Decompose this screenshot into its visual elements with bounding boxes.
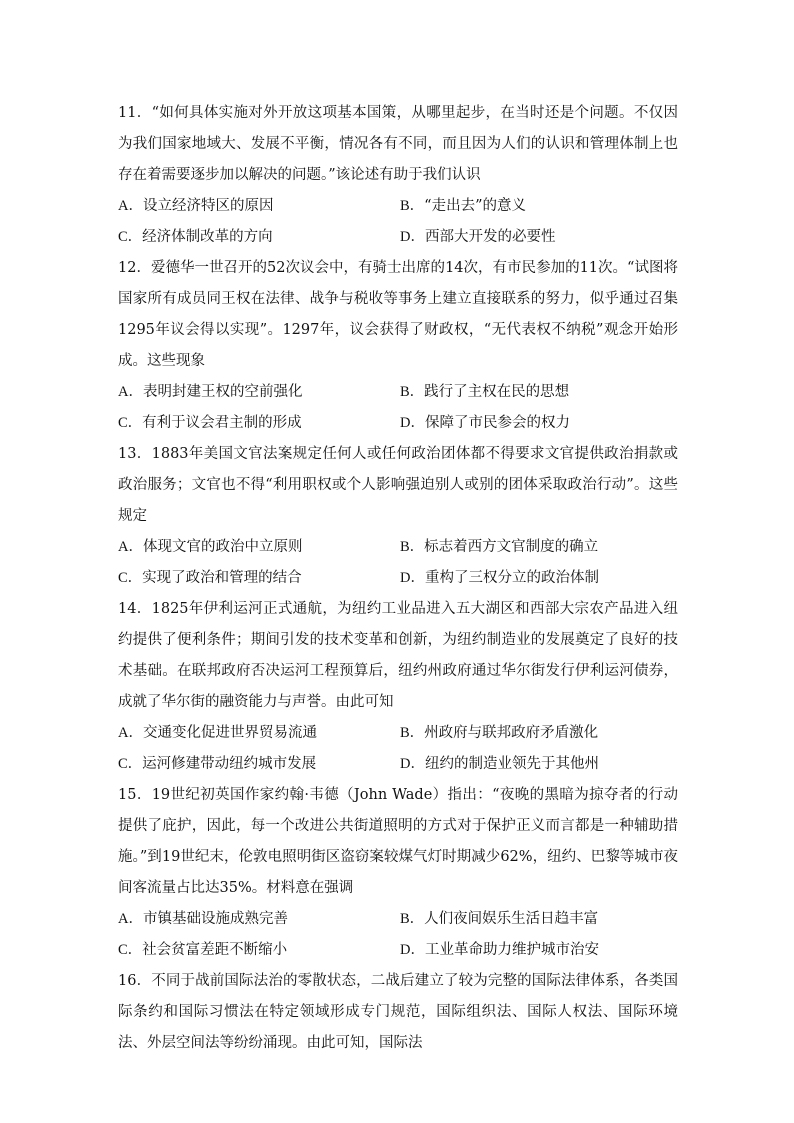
- option-text: 市镇基础设施成熟完善: [142, 911, 288, 927]
- option-letter: A．: [118, 725, 143, 741]
- option-b: [400, 532, 678, 563]
- option-text: 表明封建王权的空前强化: [142, 384, 303, 400]
- option-c: [118, 935, 400, 966]
- option-d: [400, 408, 678, 439]
- option-d: [400, 935, 678, 966]
- option-text: 设立经济特区的原因: [142, 198, 274, 214]
- option-a: [118, 377, 400, 408]
- question-12: [118, 253, 678, 439]
- option-letter: B．: [400, 198, 425, 214]
- option-letter: C．: [118, 756, 143, 772]
- options-grid: [118, 191, 678, 253]
- option-letter: C．: [118, 229, 143, 245]
- option-letter: C．: [118, 942, 143, 958]
- option-c: [118, 749, 400, 780]
- exam-page: [118, 98, 678, 1059]
- question-stem: 15．19世纪初英国作家约翰·韦德（John Wade）指出：“夜晚的黑暗为掠夺者的行动提供了庇护，因此，每一个改进公共街道照明的方式对于保护正义而言都是一种辅助措施。”到19世纪末，伦敦电照明街区盗窃案较煤气灯时期减少62%，纽约、巴黎等城市夜间客流量占比达35%。材料意在强调: [118, 787, 678, 896]
- option-letter: A．: [118, 198, 143, 214]
- option-c: [118, 222, 400, 253]
- option-letter: D．: [400, 570, 425, 586]
- options-grid: [118, 904, 678, 966]
- question-13: [118, 439, 678, 594]
- option-b: [400, 904, 678, 935]
- option-b: [400, 377, 678, 408]
- option-text: 重构了三权分立的政治体制: [424, 570, 599, 586]
- option-text: 交通变化促进世界贸易流通: [142, 725, 317, 741]
- option-text: 纽约的制造业领先于其他州: [424, 756, 599, 772]
- option-a: [118, 191, 400, 222]
- question-stem: 12．爱德华一世召开的52次议会中，有骑士出席的14次，有市民参加的11次。“试图将国家所有成员同王权在法律、战争与税收等事务上建立直接联系的努力，似乎通过召集1295年议会得以实现”。1297年，议会获得了财政权，“无代表权不纳税”观念开始形成。这些现象: [118, 260, 678, 369]
- options-grid: [118, 532, 678, 594]
- option-text: “走出去”的意义: [424, 198, 526, 214]
- option-letter: A．: [118, 384, 143, 400]
- option-b: [400, 191, 678, 222]
- option-a: [118, 718, 400, 749]
- options-grid: [118, 377, 678, 439]
- option-text: 标志着西方文官制度的确立: [424, 539, 599, 555]
- option-c: [118, 563, 400, 594]
- options-grid: [118, 718, 678, 780]
- option-a: [118, 904, 400, 935]
- option-letter: B．: [400, 725, 425, 741]
- option-text: 西部大开发的必要性: [424, 229, 556, 245]
- option-letter: A．: [118, 911, 143, 927]
- question-15: [118, 780, 678, 966]
- option-text: 工业革命助力维护城市治安: [424, 942, 599, 958]
- option-letter: D．: [400, 942, 425, 958]
- option-letter: D．: [400, 756, 425, 772]
- question-stem: 13．1883年美国文官法案规定任何人或任何政治团体都不得要求文官提供政治捐款或政治服务；文官也不得“利用职权或个人影响强迫别人或别的团体采取政治行动”。这些规定: [118, 446, 678, 524]
- option-text: 社会贫富差距不断缩小: [142, 942, 288, 958]
- question-stem: 16．不同于战前国际法治的零散状态，二战后建立了较为完整的国际法律体系，各类国际条约和国际习惯法在特定领域形成专门规范，国际组织法、国际人权法、国际环境法、外层空间法等纷纷涌现。由此可知，国际法: [118, 973, 678, 1051]
- option-letter: C．: [118, 415, 143, 431]
- option-letter: D．: [400, 415, 425, 431]
- option-d: [400, 749, 678, 780]
- option-letter: A．: [118, 539, 143, 555]
- option-text: 运河修建带动纽约城市发展: [142, 756, 317, 772]
- option-a: [118, 532, 400, 563]
- option-text: 实现了政治和管理的结合: [142, 570, 302, 586]
- option-text: 人们夜间娱乐生活日趋丰富: [424, 911, 599, 927]
- question-16: [118, 966, 678, 1059]
- option-text: 州政府与联邦政府矛盾激化: [424, 725, 599, 741]
- question-14: [118, 594, 678, 780]
- option-letter: D．: [400, 229, 425, 245]
- option-b: [400, 718, 678, 749]
- option-text: 有利于议会君主制的形成: [142, 415, 302, 431]
- question-stem: 11．“如何具体实施对外开放这项基本国策，从哪里起步，在当时还是个问题。不仅因为我们国家地域大、发展不平衡，情况各有不同，而且因为人们的认识和管理体制上也存在着需要逐步加以解决的问题。”该论述有助于我们认识: [118, 105, 678, 183]
- option-text: 体现文官的政治中立原则: [142, 539, 303, 555]
- option-d: [400, 563, 678, 594]
- option-text: 经济体制改革的方向: [142, 229, 273, 245]
- option-letter: B．: [400, 384, 425, 400]
- option-text: 保障了市民参会的权力: [424, 415, 570, 431]
- option-d: [400, 222, 678, 253]
- option-letter: C．: [118, 570, 143, 586]
- option-letter: B．: [400, 911, 425, 927]
- question-stem: 14．1825年伊利运河正式通航，为纽约工业品进入五大湖区和西部大宗农产品进入纽约提供了便利条件；期间引发的技术变革和创新，为纽约制造业的发展奠定了良好的技术基础。在联邦政府否决运河工程预算后，纽约州政府通过华尔街发行伊利运河债券，成就了华尔街的融资能力与声誉。由此可知: [118, 601, 678, 710]
- option-c: [118, 408, 400, 439]
- question-11: [118, 98, 678, 253]
- option-text: 践行了主权在民的思想: [424, 384, 570, 400]
- option-letter: B．: [400, 539, 425, 555]
